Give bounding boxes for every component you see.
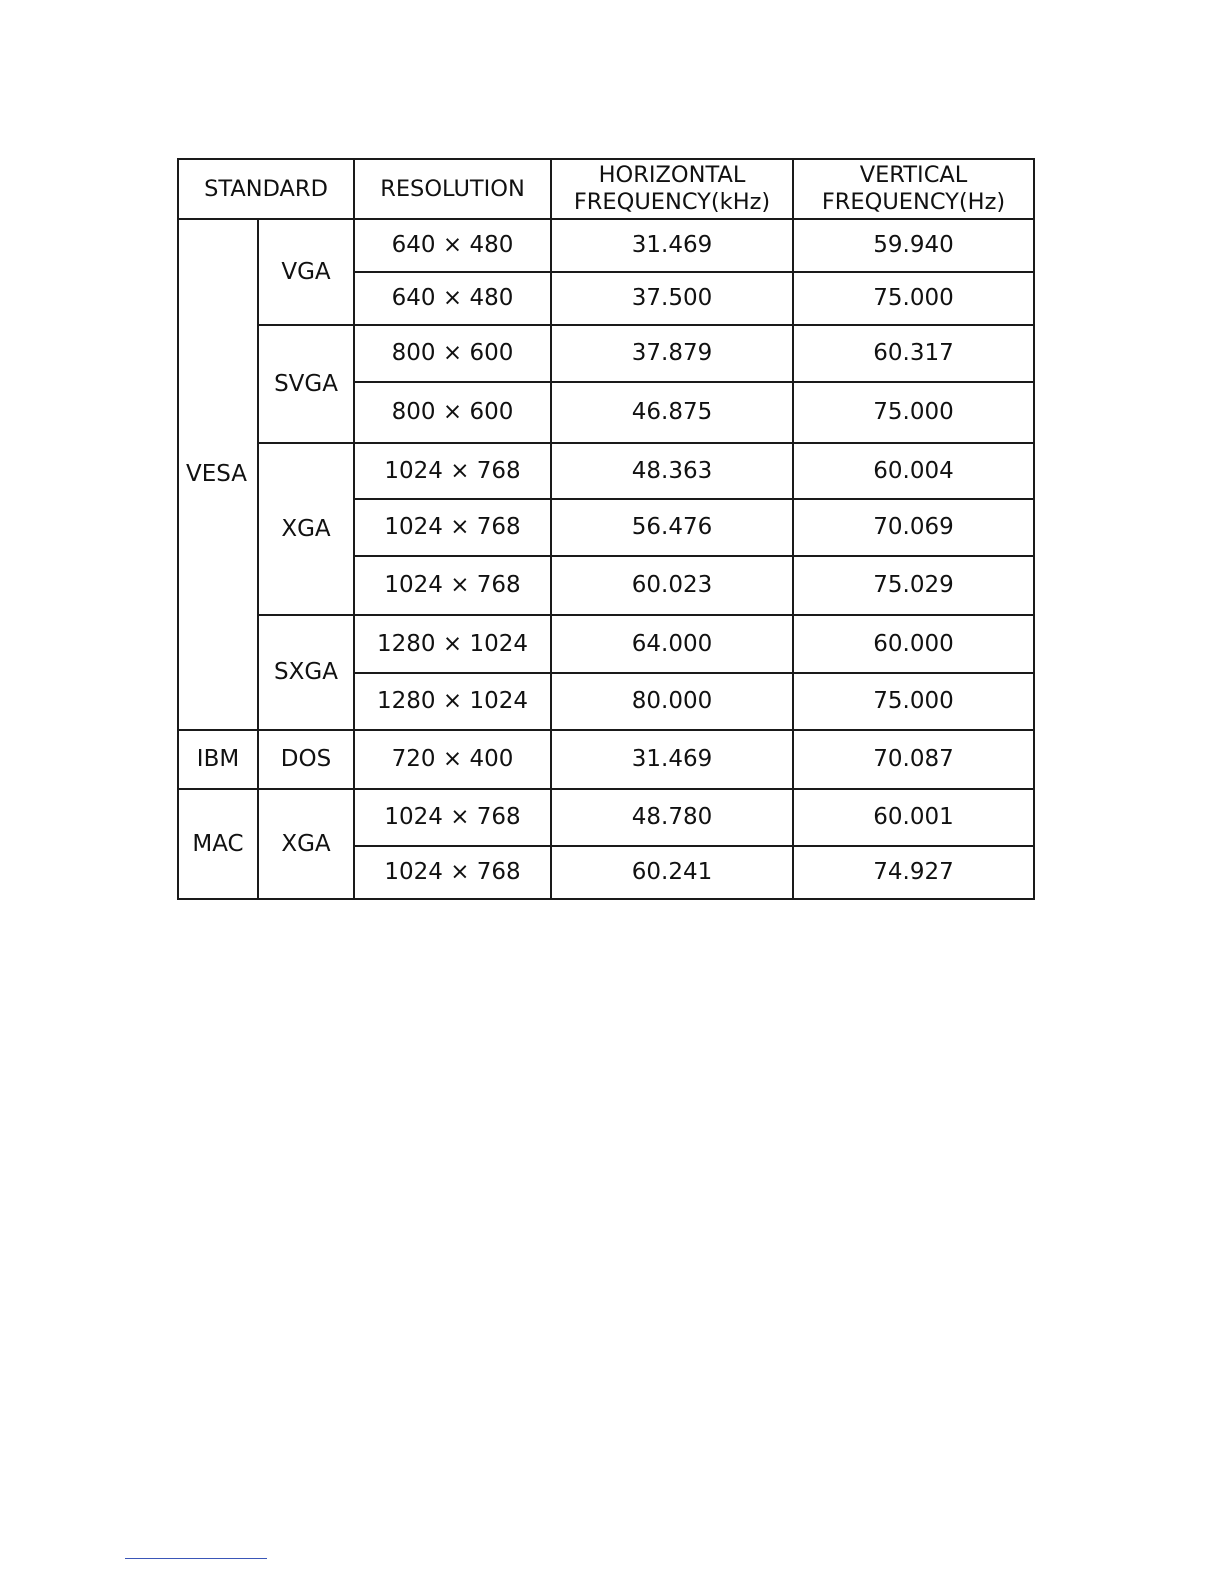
mode-vga: VGA <box>258 219 354 325</box>
table-row <box>178 789 1034 846</box>
mode-dos: DOS <box>258 730 354 789</box>
header-row <box>178 159 1034 219</box>
cell-resolution: 1024 × 768 <box>354 789 551 846</box>
cell-horizontal-frequency: 60.023 <box>551 556 793 615</box>
cell-vertical-frequency: 60.001 <box>793 789 1034 846</box>
cell-resolution: 720 × 400 <box>354 730 551 789</box>
cell-resolution: 1280 × 1024 <box>354 615 551 673</box>
cell-vertical-frequency: 75.029 <box>793 556 1034 615</box>
mode-svga: SVGA <box>258 325 354 443</box>
cell-horizontal-frequency: 46.875 <box>551 382 793 443</box>
mode-xga: XGA <box>258 443 354 615</box>
cell-horizontal-frequency: 31.469 <box>551 730 793 789</box>
header-vertical-line2: FREQUENCY(Hz) <box>821 189 1006 215</box>
table-row <box>178 219 1034 272</box>
cell-vertical-frequency: 75.000 <box>793 382 1034 443</box>
header-horizontal-frequency <box>551 159 793 219</box>
header-vertical-frequency <box>793 159 1034 219</box>
group-mac: MAC <box>178 789 258 899</box>
timing-table <box>177 158 1035 900</box>
cell-vertical-frequency: 74.927 <box>793 846 1034 899</box>
header-vertical-line1: VERTICAL <box>859 162 968 188</box>
cell-horizontal-frequency: 64.000 <box>551 615 793 673</box>
cell-vertical-frequency: 60.004 <box>793 443 1034 499</box>
cell-horizontal-frequency: 31.469 <box>551 219 793 272</box>
group-ibm: IBM <box>178 730 258 789</box>
table-row <box>178 730 1034 789</box>
cell-resolution: 800 × 600 <box>354 325 551 382</box>
cell-resolution: 1024 × 768 <box>354 499 551 556</box>
header-standard: STANDARD <box>178 159 354 219</box>
cell-vertical-frequency: 60.000 <box>793 615 1034 673</box>
header-resolution: RESOLUTION <box>354 159 551 219</box>
cell-vertical-frequency: 75.000 <box>793 272 1034 325</box>
group-vesa: VESA <box>178 219 258 730</box>
cell-resolution: 640 × 480 <box>354 219 551 272</box>
cell-resolution: 1024 × 768 <box>354 443 551 499</box>
header-horizontal-line2: FREQUENCY(kHz) <box>573 189 771 215</box>
cell-vertical-frequency: 60.317 <box>793 325 1034 382</box>
mode-sxga: SXGA <box>258 615 354 730</box>
cell-resolution: 1024 × 768 <box>354 846 551 899</box>
cell-resolution: 1280 × 1024 <box>354 673 551 730</box>
cell-horizontal-frequency: 80.000 <box>551 673 793 730</box>
table-row <box>178 443 1034 499</box>
cell-vertical-frequency: 70.087 <box>793 730 1034 789</box>
cell-horizontal-frequency: 37.500 <box>551 272 793 325</box>
cell-vertical-frequency: 75.000 <box>793 673 1034 730</box>
cell-resolution: 640 × 480 <box>354 272 551 325</box>
table-row <box>178 615 1034 673</box>
footnote-separator-line <box>125 1558 267 1559</box>
cell-resolution: 1024 × 768 <box>354 556 551 615</box>
cell-resolution: 800 × 600 <box>354 382 551 443</box>
cell-horizontal-frequency: 56.476 <box>551 499 793 556</box>
cell-vertical-frequency: 70.069 <box>793 499 1034 556</box>
cell-horizontal-frequency: 60.241 <box>551 846 793 899</box>
cell-vertical-frequency: 59.940 <box>793 219 1034 272</box>
cell-horizontal-frequency: 48.363 <box>551 443 793 499</box>
mode-mac-xga: XGA <box>258 789 354 899</box>
table-row <box>178 325 1034 382</box>
cell-horizontal-frequency: 48.780 <box>551 789 793 846</box>
header-horizontal-line1: HORIZONTAL <box>598 162 746 188</box>
cell-horizontal-frequency: 37.879 <box>551 325 793 382</box>
